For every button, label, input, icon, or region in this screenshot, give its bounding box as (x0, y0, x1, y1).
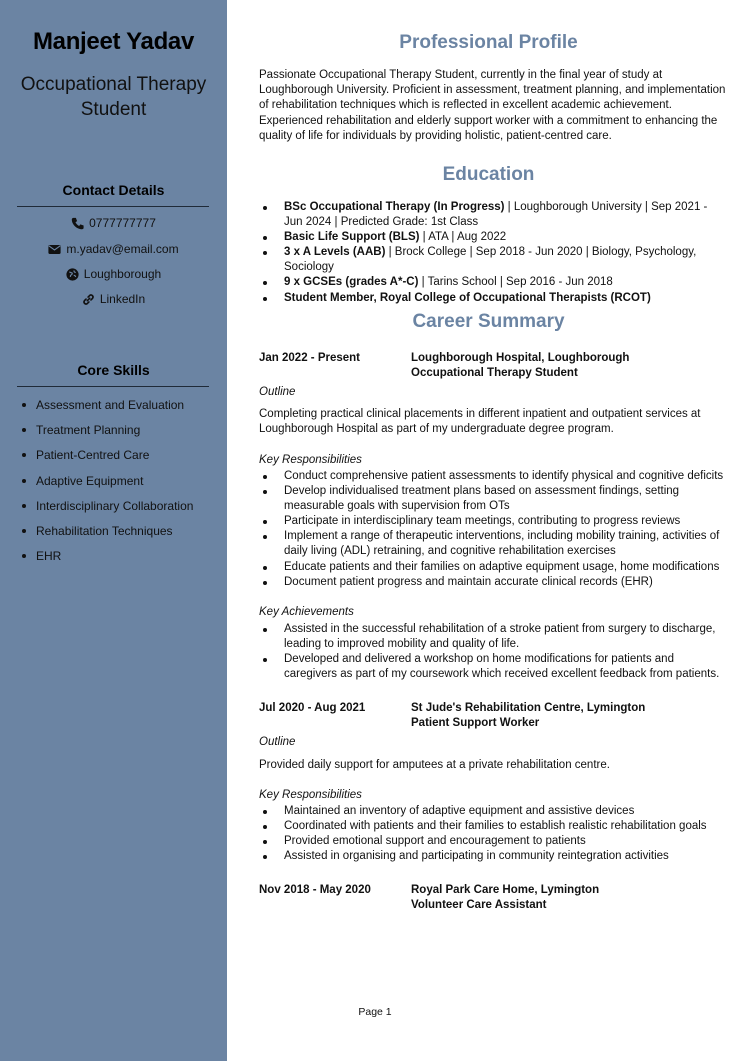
skill-item: Assessment and Evaluation (22, 397, 193, 422)
responsibility-item: Develop individualised treatment plans based on assessment findings, setting measurable goals with supervision from OTs (259, 484, 729, 514)
link-icon (82, 293, 96, 306)
skills-list (22, 397, 193, 573)
achievement-item: Developed and delivered a workshop on home modifications for patients and caregivers as part of my coursework which received excellent feedback from patients. (259, 652, 729, 682)
contact-email[interactable] (0, 242, 227, 256)
globe-icon (66, 268, 80, 281)
responsibilities-list (259, 804, 729, 864)
education-list (259, 200, 729, 306)
job-outline: Provided daily support for amputees at a private rehabilitation centre. (259, 759, 610, 771)
responsibility-item: Document patient progress and maintain accurate clinical records (EHR) (259, 575, 729, 590)
candidate-name: Manjeet Yadav (32, 28, 195, 55)
responsibility-item: Maintained an inventory of adaptive equipment and assistive devices (259, 804, 729, 819)
skills-heading: Core Skills (77, 362, 150, 378)
main-content (227, 0, 750, 1061)
education-details: | ATA | Aug 2022 (419, 231, 507, 244)
job-dates: Jan 2022 - Present (259, 352, 361, 364)
career-heading: Career Summary (412, 311, 565, 332)
job-dates: Nov 2018 - May 2020 (259, 884, 371, 896)
outline-label: Outline (259, 386, 296, 398)
job-position: Occupational Therapy Student (411, 367, 578, 379)
education-item (259, 245, 729, 275)
education-item (259, 291, 729, 306)
job-position: Patient Support Worker (411, 717, 540, 729)
job-position: Volunteer Care Assistant (411, 899, 547, 911)
profile-heading: Professional Profile (399, 32, 578, 53)
responsibility-item: Provided emotional support and encouragement to patients (259, 834, 729, 849)
skill-item: Patient-Centred Care (22, 447, 193, 472)
education-heading: Education (442, 164, 535, 185)
contact-linkedin[interactable] (0, 292, 227, 306)
contact-location[interactable] (0, 267, 227, 281)
achievements-label: Key Achievements (259, 606, 354, 618)
responsibilities-list (259, 469, 729, 590)
education-qualification: BSc Occupational Therapy (In Progress) (284, 201, 505, 213)
sidebar (0, 0, 227, 1061)
contact-email-text: m.yadav@email.com (66, 242, 179, 256)
skill-item: Treatment Planning (22, 422, 193, 447)
contact-linkedin-text: LinkedIn (99, 292, 146, 306)
job-employer: St Jude's Rehabilitation Centre, Lymington (411, 702, 646, 714)
responsibilities-label: Key Responsibilities (259, 789, 362, 801)
education-details: | Loughborough University | Sep 2021 - Jun 2024 | Predicted Grade: 1st Class (284, 201, 708, 229)
job-employer: Royal Park Care Home, Lymington (411, 884, 600, 896)
contact-phone[interactable] (0, 216, 227, 230)
job-employer: Loughborough Hospital, Loughborough (411, 352, 630, 364)
responsibility-item: Conduct comprehensive patient assessments to identify physical and cognitive deficits (259, 469, 729, 484)
education-details: | Tarins School | Sep 2016 - Jun 2018 (418, 276, 613, 289)
skills-divider (17, 386, 209, 387)
skill-item: Adaptive Equipment (22, 473, 193, 498)
education-details: | Brock College | Sep 2018 - Jun 2020 | Biology, Psychology, Sociology (284, 246, 697, 274)
education-qualification: 9 x GCSEs (grades A*-C) (284, 276, 419, 289)
responsibility-item: Assisted in organising and participating in community reintegration activities (259, 849, 729, 864)
page-number: Page 1 (358, 1006, 392, 1018)
phone-icon (71, 217, 85, 230)
contact-heading: Contact Details (62, 182, 165, 198)
education-item (259, 275, 729, 290)
skill-item: Rehabilitation Techniques (22, 523, 193, 548)
responsibility-item: Educate patients and their families on adaptive equipment usage, home modifications (259, 560, 729, 575)
achievement-item: Assisted in the successful rehabilitation of a stroke patient from surgery to discharge, leading to improved mobility and quality of life. (259, 622, 729, 652)
responsibilities-label: Key Responsibilities (259, 454, 362, 466)
education-item (259, 200, 729, 230)
outline-label: Outline (259, 736, 296, 748)
contact-phone-text: 0777777777 (89, 216, 156, 230)
skill-item: EHR (22, 548, 193, 573)
skill-item: Interdisciplinary Collaboration (22, 498, 193, 523)
job-outline: Completing practical clinical placements in different inpatient and outpatient services at Loughborough Hospital as part of my undergraduate degree program. (259, 408, 701, 436)
profile-text: Passionate Occupational Therapy Student, currently in the final year of study at Loughborough University. Proficient in assessment, treatment planning, and implementation of rehabilitation techniques which is reflected in excellent academic achievement. Experienced rehabilitation and elderly support worker with a commitment to enhancing the quality of life for individuals by providing holistic, patient-centred care. (259, 69, 726, 142)
education-qualification: Basic Life Support (BLS) (284, 231, 420, 244)
contact-location-text: Loughborough (83, 267, 162, 281)
responsibility-item: Implement a range of therapeutic interventions, including mobility training, activities of daily living (ADL) retraining, and cognitive rehabilitation exercises (259, 529, 729, 559)
envelope-icon (48, 244, 62, 255)
achievements-list (259, 622, 729, 682)
responsibility-item: Participate in interdisciplinary team meetings, contributing to progress reviews (259, 514, 729, 529)
responsibility-item: Coordinated with patients and their families to establish realistic rehabilitation goals (259, 819, 729, 834)
education-qualification: Student Member, Royal College of Occupational Therapists (RCOT) (284, 291, 651, 304)
contact-divider (17, 206, 209, 207)
education-item (259, 230, 729, 245)
education-qualification: 3 x A Levels (AAB) (284, 246, 386, 259)
candidate-role: Occupational Therapy Student (20, 74, 207, 120)
job-dates: Jul 2020 - Aug 2021 (259, 702, 366, 714)
